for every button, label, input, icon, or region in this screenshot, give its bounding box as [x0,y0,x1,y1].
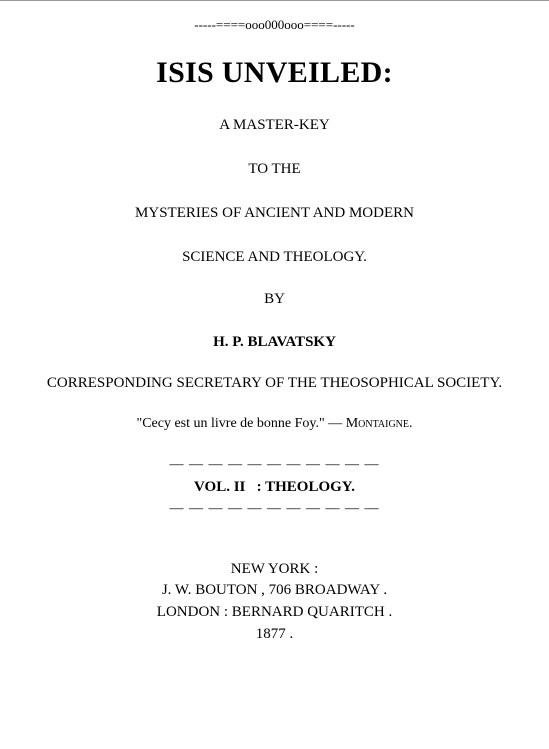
author-name: H. P. BLAVATSKY [213,334,336,350]
epigraph [0,416,549,432]
title-page [0,1,549,749]
by-line: BY [264,291,285,307]
subtitle-line-3: MYSTERIES OF ANCIENT AND MODERN [135,205,414,221]
imprint-line-4: 1877 . [255,626,294,642]
imprint-line-2: J. W. BOUTON , 706 BROADWAY . [161,582,388,598]
imprint-line-1: NEW YORK : [230,561,319,577]
rule-bottom: — — — — — — — — — — — [169,501,380,516]
ornament-divider: -----====ooo000ooo====----- [194,17,355,32]
rule-top: — — — — — — — — — — — [169,457,380,472]
author-role: CORRESPONDING SECRETARY OF THE THEOSOPHICAL SOCIETY. [46,375,503,391]
epigraph-attribution: Montaigne. [345,416,413,431]
epigraph-text: "Cecy est un livre de bonne Foy." — [136,416,346,431]
book-title: ISIS UNVEILED: [156,56,393,89]
imprint-line-3: LONDON : BERNARD QUARITCH . [156,604,393,620]
subtitle-line-1: A MASTER-KEY [219,117,330,133]
subtitle-line-2: TO THE [248,161,301,177]
volume-title: VOL. II : THEOLOGY. [194,479,355,495]
subtitle-line-4: SCIENCE AND THEOLOGY. [182,249,367,265]
